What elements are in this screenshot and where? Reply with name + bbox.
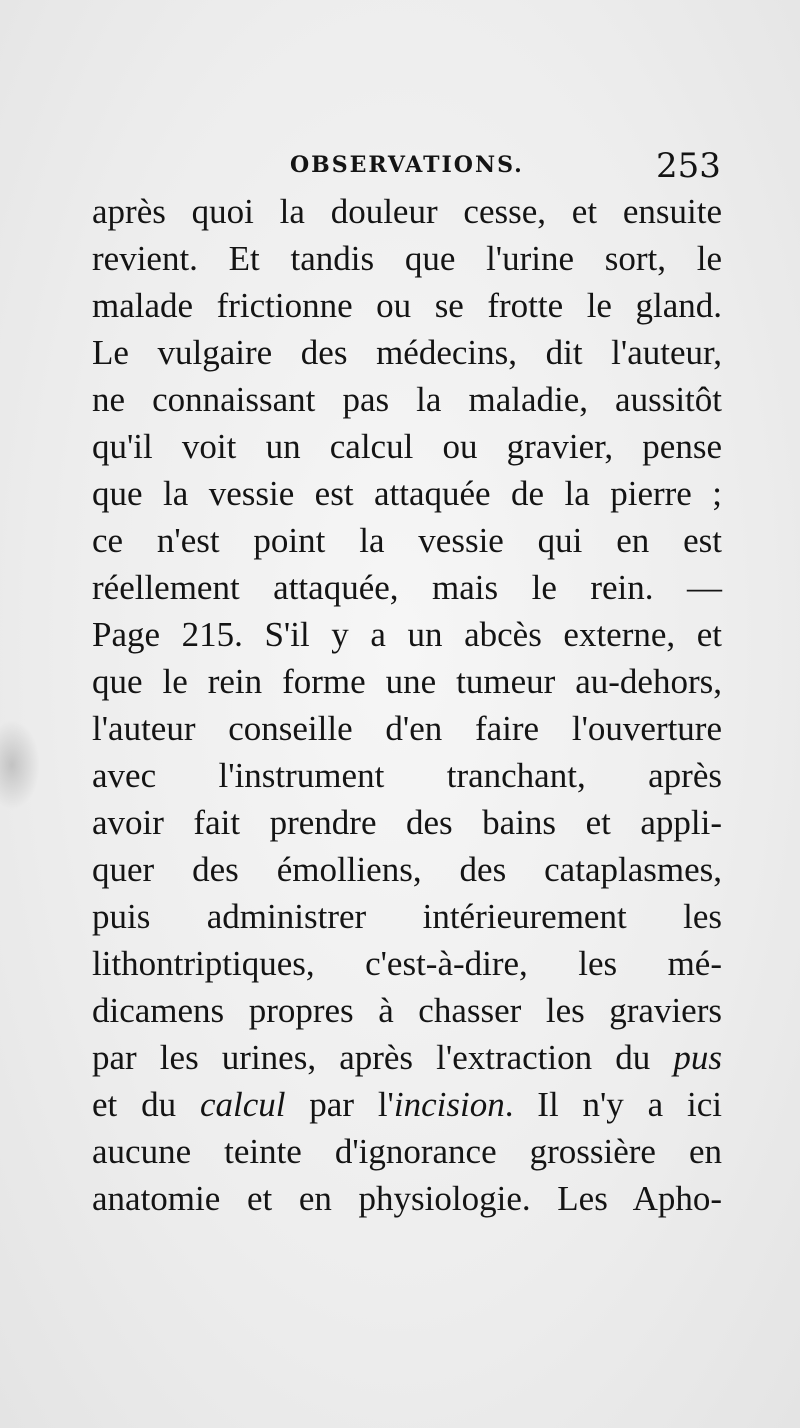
text-line: que le rein forme une tumeur au-dehors, bbox=[92, 662, 722, 701]
text-line: ne connaissant pas la maladie, aussitôt bbox=[92, 380, 722, 419]
text-line: revient. Et tandis que l'urine sort, le bbox=[92, 239, 722, 278]
text-line: lithontriptiques, c'est-à-dire, les mé- bbox=[92, 944, 722, 983]
text-line: quer des émolliens, des cataplasmes, bbox=[92, 850, 722, 889]
line19-text: par les urines, après l'extraction du bbox=[92, 1038, 674, 1077]
italic-term-pus: pus bbox=[673, 1038, 722, 1077]
text-line: malade frictionne ou se frotte le gland. bbox=[92, 286, 722, 325]
italic-term-calcul: calcul bbox=[199, 1085, 286, 1124]
line20-part-a: et du bbox=[92, 1085, 200, 1124]
text-line: Le vulgaire des médecins, dit l'auteur, bbox=[92, 333, 722, 372]
line20-part-c: par l' bbox=[285, 1085, 394, 1124]
text-line-19 bbox=[92, 1034, 722, 1081]
text-line: Page 215. S'il y a un abcès externe, et bbox=[92, 615, 722, 654]
text-line: l'auteur conseille d'en faire l'ouverture bbox=[92, 709, 722, 748]
text-line-20 bbox=[92, 1081, 722, 1128]
text-line: dicamens propres à chasser les graviers bbox=[92, 991, 722, 1030]
page-number: 253 bbox=[656, 146, 721, 186]
text-line: qu'il voit un calcul ou gravier, pense bbox=[92, 427, 722, 466]
body-text bbox=[92, 188, 722, 1222]
text-line: réellement attaquée, mais le rein. — bbox=[92, 568, 722, 607]
text-line: ce n'est point la vessie qui en est bbox=[92, 521, 722, 560]
italic-term-incision: incision bbox=[393, 1085, 505, 1124]
text-line: puis administrer intérieurement les bbox=[92, 897, 722, 936]
line20-part-e: . Il n'y a ici bbox=[504, 1085, 722, 1124]
text-line: avoir fait prendre des bains et appli- bbox=[92, 803, 722, 842]
page-smudge bbox=[0, 720, 40, 810]
text-line: avec l'instrument tranchant, après bbox=[92, 756, 722, 795]
text-line: après quoi la douleur cesse, et ensuite bbox=[92, 192, 722, 231]
text-line-last: anatomie et en physiologie. Les Apho- bbox=[92, 1179, 722, 1218]
text-line: que la vessie est attaquée de la pierre ; bbox=[92, 474, 722, 513]
running-title: OBSERVATIONS. bbox=[290, 152, 524, 178]
text-line: aucune teinte d'ignorance grossière en bbox=[92, 1132, 722, 1171]
running-head bbox=[0, 146, 800, 186]
